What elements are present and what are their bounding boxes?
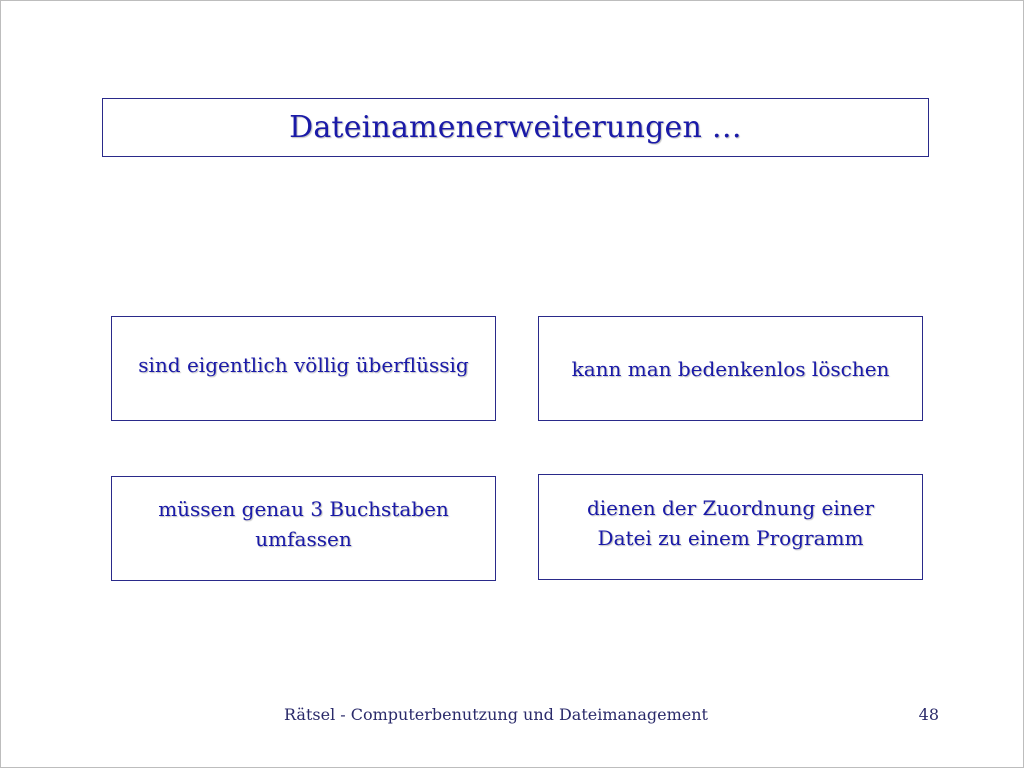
- page-number: 48: [918, 705, 939, 724]
- slide-footer: Rätsel - Computerbenutzung und Dateimanagement: [284, 705, 708, 724]
- answer-option-a-label: sind eigentlich völlig überflüssig: [138, 352, 469, 377]
- answer-option-a[interactable]: [111, 316, 496, 421]
- answer-option-c[interactable]: [111, 476, 496, 581]
- answer-option-c-label: müssen genau 3 Buchstaben umfassen: [158, 496, 449, 551]
- answer-option-b-label: kann man bedenkenlos löschen: [571, 356, 890, 381]
- slide-title: Dateinamenerweiterungen …: [289, 110, 742, 145]
- title-box: [102, 98, 929, 157]
- answer-option-d-label: dienen der Zuordnung einer Datei zu einem Programm: [586, 496, 875, 550]
- answer-option-b[interactable]: [538, 316, 923, 421]
- answer-option-d[interactable]: [538, 474, 923, 580]
